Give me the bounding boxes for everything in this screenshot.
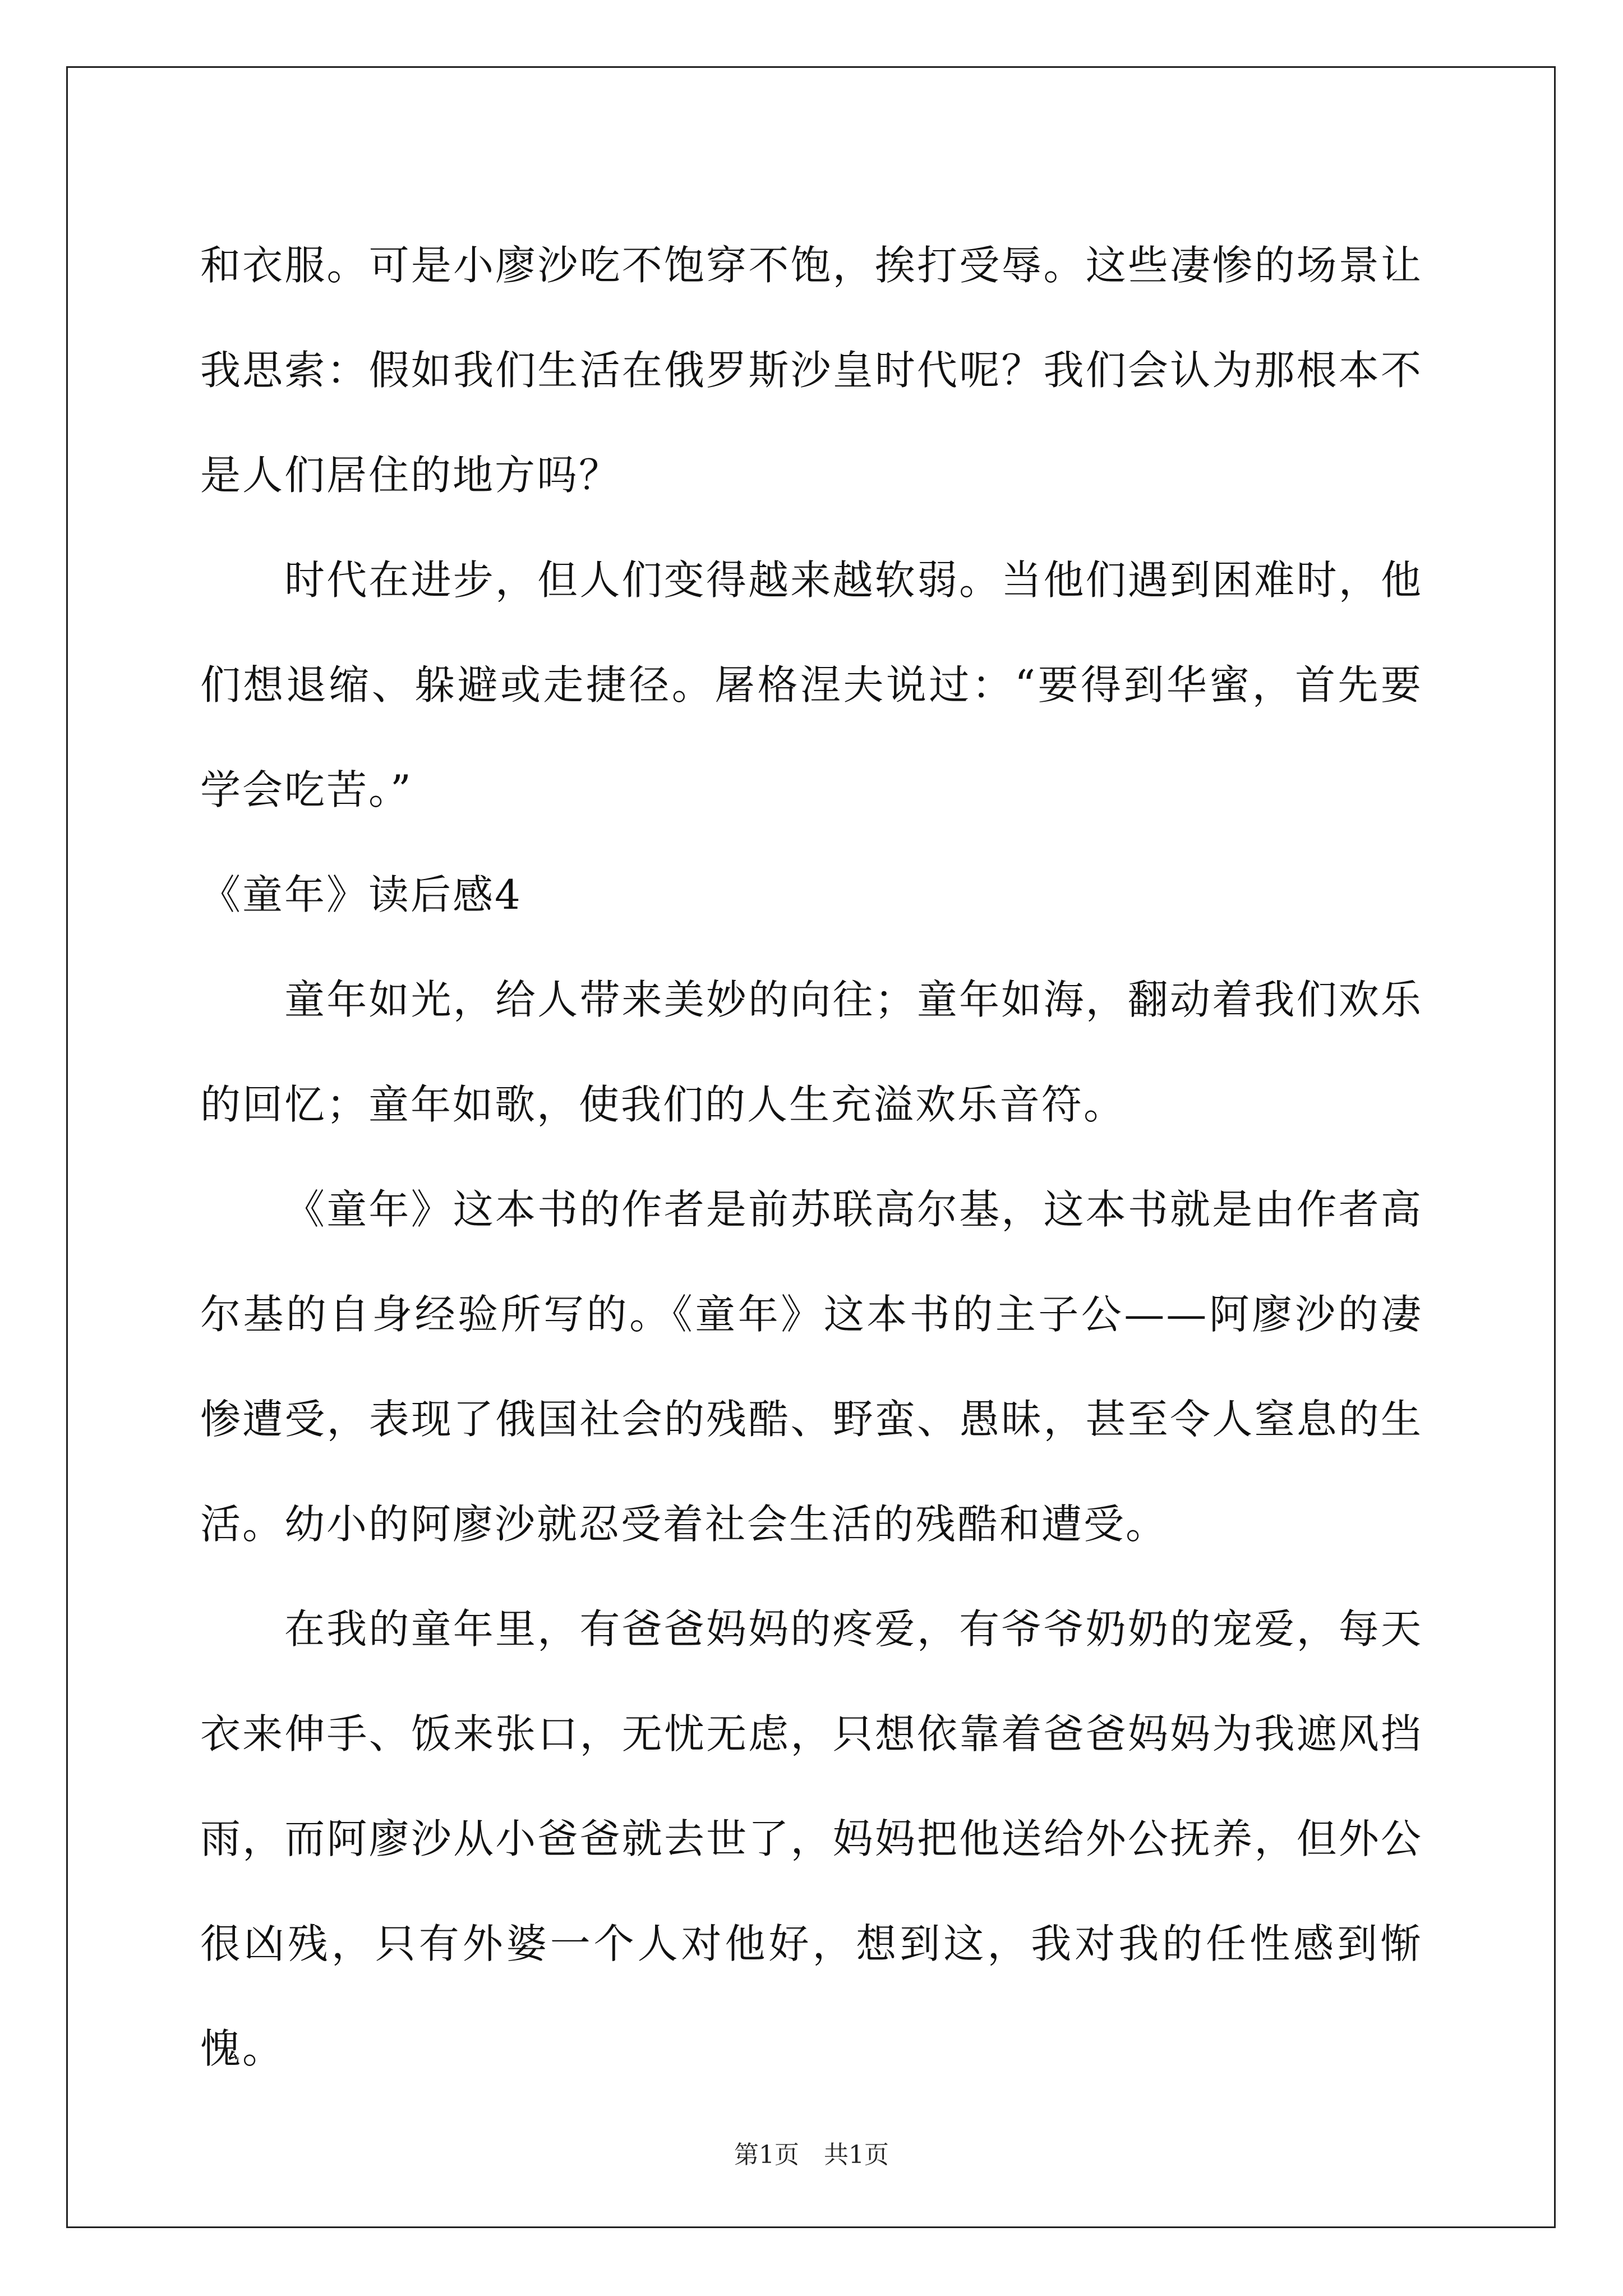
- paragraph-3: 童年如光，给人带来美妙的向往；童年如海，翻动着我们欢乐的回忆；童年如歌，使我们的人生充溢欢乐音符。: [200, 976, 1423, 1128]
- document-body: [200, 213, 1423, 2101]
- paragraph-4: 《童年》这本书的作者是前苏联高尔基，这本书就是由作者高尔基的自身经验所写的。《童年》这本书的主子公——阿廖沙的凄惨遭受，表现了俄国社会的残酷、野蛮、愚昧，甚至令人窒息的生活。幼小的阿廖沙就忍受着社会生活的残酷和遭受。: [200, 1186, 1423, 1548]
- paragraph-2: 时代在进步，但人们变得越来越软弱。当他们遇到困难时，他们想退缩、躲避或走捷径。屠格涅夫说过：“要得到华蜜，首先要学会吃苦。”: [200, 556, 1423, 813]
- paragraph-1: 和衣服。可是小廖沙吃不饱穿不饱，挨打受辱。这些凄惨的场景让我思索：假如我们生活在俄罗斯沙皇时代呢？我们会认为那根本不是人们居住的地方吗？: [200, 242, 1423, 499]
- page-footer: 第1页 共1页: [734, 2141, 889, 2169]
- section-heading: 《童年》读后感4: [200, 871, 522, 918]
- paragraph-5: 在我的童年里，有爸爸妈妈的疼爱，有爷爷奶奶的宠爱，每天衣来伸手、饭来张口，无忧无虑，只想依靠着爸爸妈妈为我遮风挡雨，而阿廖沙从小爸爸就去世了，妈妈把他送给外公抚养，但外公很凶残，只有外婆一个人对他好，想到这，我对我的任性感到惭愧。: [200, 1605, 1423, 2072]
